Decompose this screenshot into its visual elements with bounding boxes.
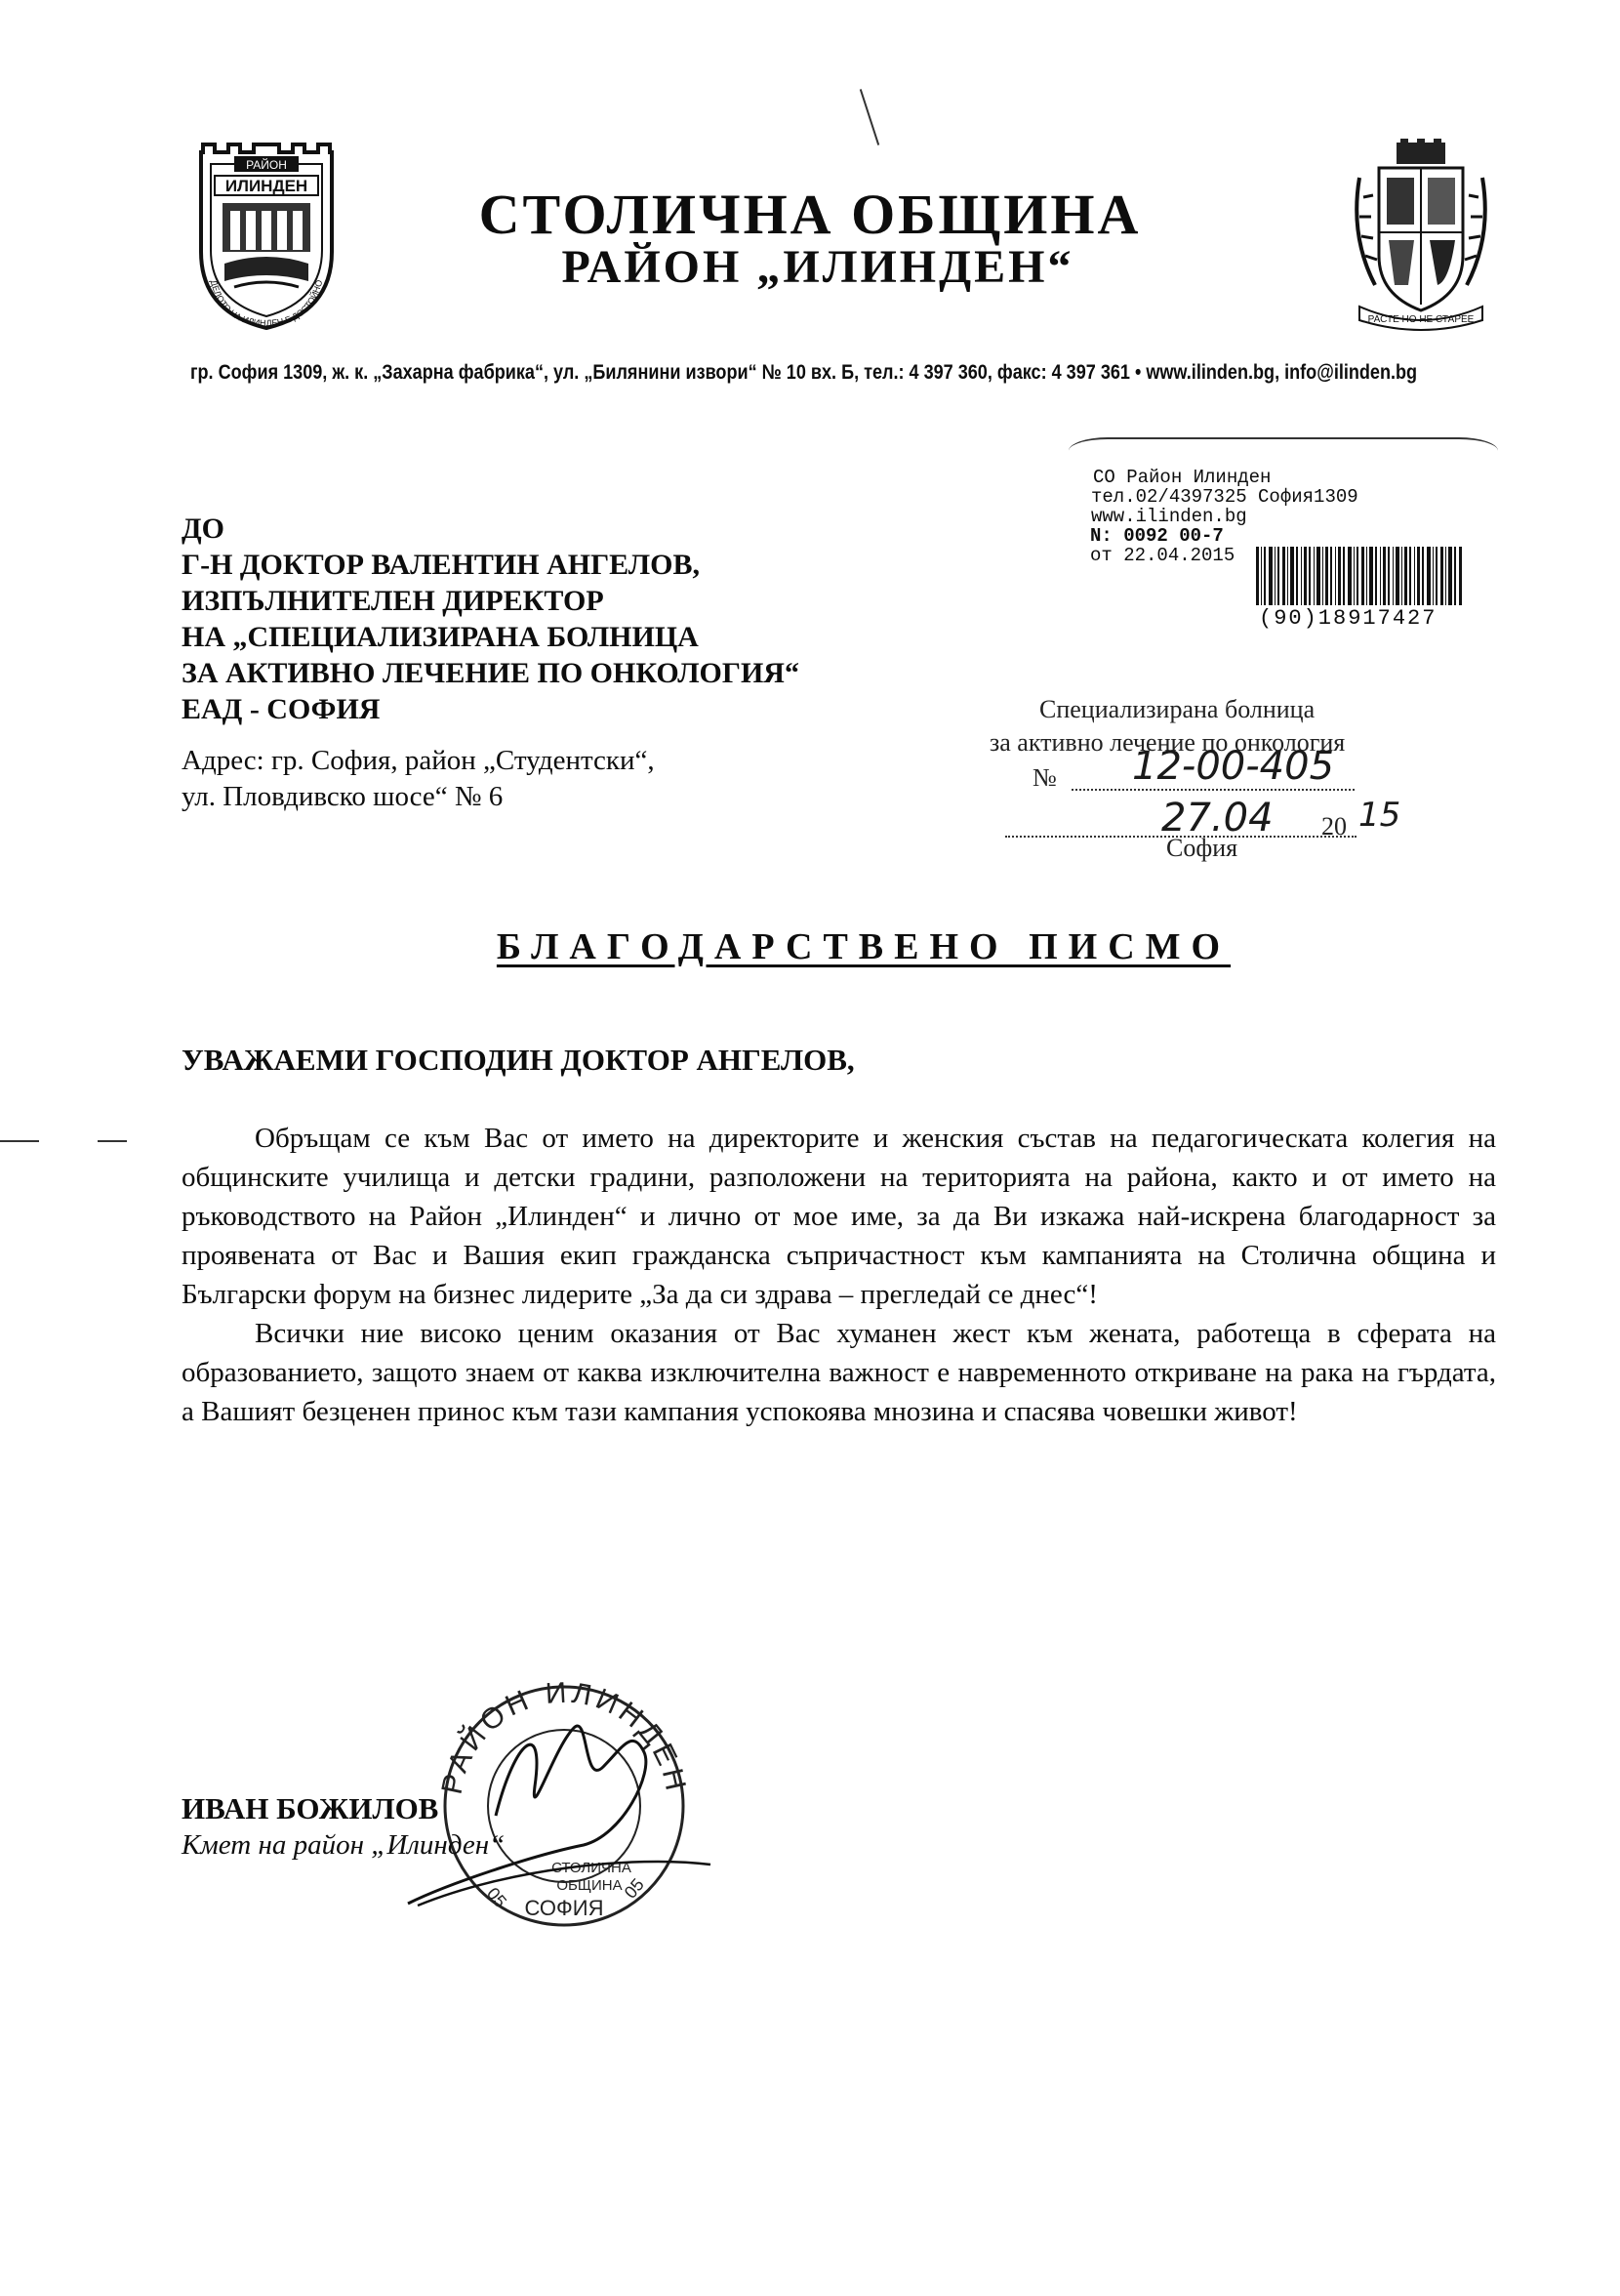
seal-top-text: РАЙОН ИЛИНДЕН: [435, 1676, 693, 1797]
org-title-line1: СТОЛИЧНА ОБЩИНА: [478, 183, 1142, 246]
sofia-coat-of-arms: [1340, 139, 1502, 334]
body-paragraph: Всички ние високо ценим оказания от Вас хуманен жест към жената, работеща в сферата на образованието, защото знаем от каква изключителна важност е навременното откриване на рака на гърдата, а Вашият безценен принос към тази кампания успокоява мнозина и спасява човешки живот!: [182, 1318, 1496, 1427]
recipient-line: Г-Н ДОКТОР ВАЛЕНТИН АНГЕЛОВ,: [182, 549, 700, 581]
recipient-address-line1: Адрес: гр. София, район „Студентски“,: [182, 745, 655, 776]
recipient-address: [182, 743, 655, 815]
letter-title-text: БЛАГОДАРСТВЕНО ПИСМО: [496, 926, 1232, 967]
hospital-stamp-line1: Специализирана болница: [1039, 695, 1316, 723]
letter-title: [0, 925, 1620, 968]
registration-number: N: 0092 00-7: [1090, 525, 1224, 547]
logo-banner-text: РАЙОН: [246, 158, 287, 172]
seal-inner-line2: ОБЩИНА: [556, 1877, 623, 1894]
logo-name-text: ИЛИНДЕН: [224, 177, 308, 195]
scan-margin-mark: [98, 1140, 127, 1142]
registration-line3: www.ilinden.bg: [1091, 506, 1247, 527]
hospital-stamp-year-prefix: 20: [1321, 812, 1347, 840]
scan-fold-mark: [860, 89, 879, 145]
logo-motto-text: ДЕЛОТО НА ИЛИНДЕН Е ДОСТОЙНО: [208, 278, 325, 329]
number-dotted-line: [1072, 789, 1355, 791]
registration-line1: СО Район Илинден: [1093, 467, 1272, 488]
seal-inner-line1: СТОЛИЧНА: [551, 1860, 631, 1876]
contact-address-line: гр. София 1309, ж. к. „Захарна фабрика“, ул. „Билянини извори“ № 10 вх. Б, тел.: 4 397 360, факс: 4 397 361 • www.ilinden.bg, info@ilinden.bg: [190, 361, 1418, 384]
seal-number-left: 05: [482, 1883, 511, 1911]
official-round-seal: [388, 1660, 740, 1952]
barcode-number: (90)18917427: [1259, 606, 1438, 631]
recipient-line: ИЗПЪЛНИТЕЛЕН ДИРЕКТОР: [182, 585, 604, 617]
svg-text:РАЙОН ИЛИНДЕН: [436, 1676, 693, 1796]
letter-body: [182, 1119, 1496, 1431]
recipient-line: ДО: [182, 512, 224, 545]
recipient-block: [182, 511, 799, 727]
recipient-line: НА „СПЕЦИАЛИЗИРАНА БОЛНИЦА: [182, 621, 699, 653]
salutation: УВАЖАЕМИ ГОСПОДИН ДОКТОР АНГЕЛОВ,: [182, 1043, 855, 1077]
recipient-address-line2: ул. Пловдивско шосе“ № 6: [182, 781, 504, 812]
hospital-stamp-number-handwritten: 12-00-405: [1132, 744, 1335, 789]
hospital-stamp-date-handwritten: 27.04: [1161, 796, 1274, 840]
hospital-stamp-city: София: [1166, 834, 1238, 862]
org-title-line2: РАЙОН „ИЛИНДЕН“: [561, 241, 1074, 293]
body-paragraph: Обръщам се към Вас от името на директорите и женския състав на педагогическата колегия на общинските училища и детски градини, разположени на територията на района, както и от името на ръководството на Район „Илинден“ и лично от мое име, за да Ви изкажа най-искрена благодарност за проявената от Вас и Вашия екип гражданска съпричастност към кампанията на Столична община и Български форум на бизнес лидерите „За да си здрава – прегледай се днес“!: [182, 1123, 1496, 1310]
registration-barcode: [1256, 547, 1463, 605]
seal-bottom-text: СОФИЯ: [524, 1896, 604, 1920]
signatory-title: Кмет на район „Илинден“: [182, 1829, 506, 1861]
recipient-line: ЗА АКТИВНО ЛЕЧЕНИЕ ПО ОНКОЛОГИЯ“: [182, 657, 799, 689]
recipient-line: ЕАД - СОФИЯ: [182, 693, 381, 725]
hospital-stamp-year-handwritten: 15: [1358, 796, 1401, 835]
scan-margin-mark: [0, 1140, 39, 1142]
coat-motto-text: РАСТЕ НО НЕ СТАРЕЕ: [1367, 314, 1475, 325]
seal-number-right: 05: [620, 1874, 648, 1903]
hospital-stamp-number-label: №: [1033, 763, 1057, 792]
hospital-stamp-line2: за активно лечение по онкология: [990, 728, 1346, 757]
registration-line2: тел.02/4397325 София1309: [1091, 486, 1358, 508]
signatory-name: ИВАН БОЖИЛОВ: [182, 1791, 439, 1825]
registration-date: от 22.04.2015: [1090, 545, 1235, 566]
